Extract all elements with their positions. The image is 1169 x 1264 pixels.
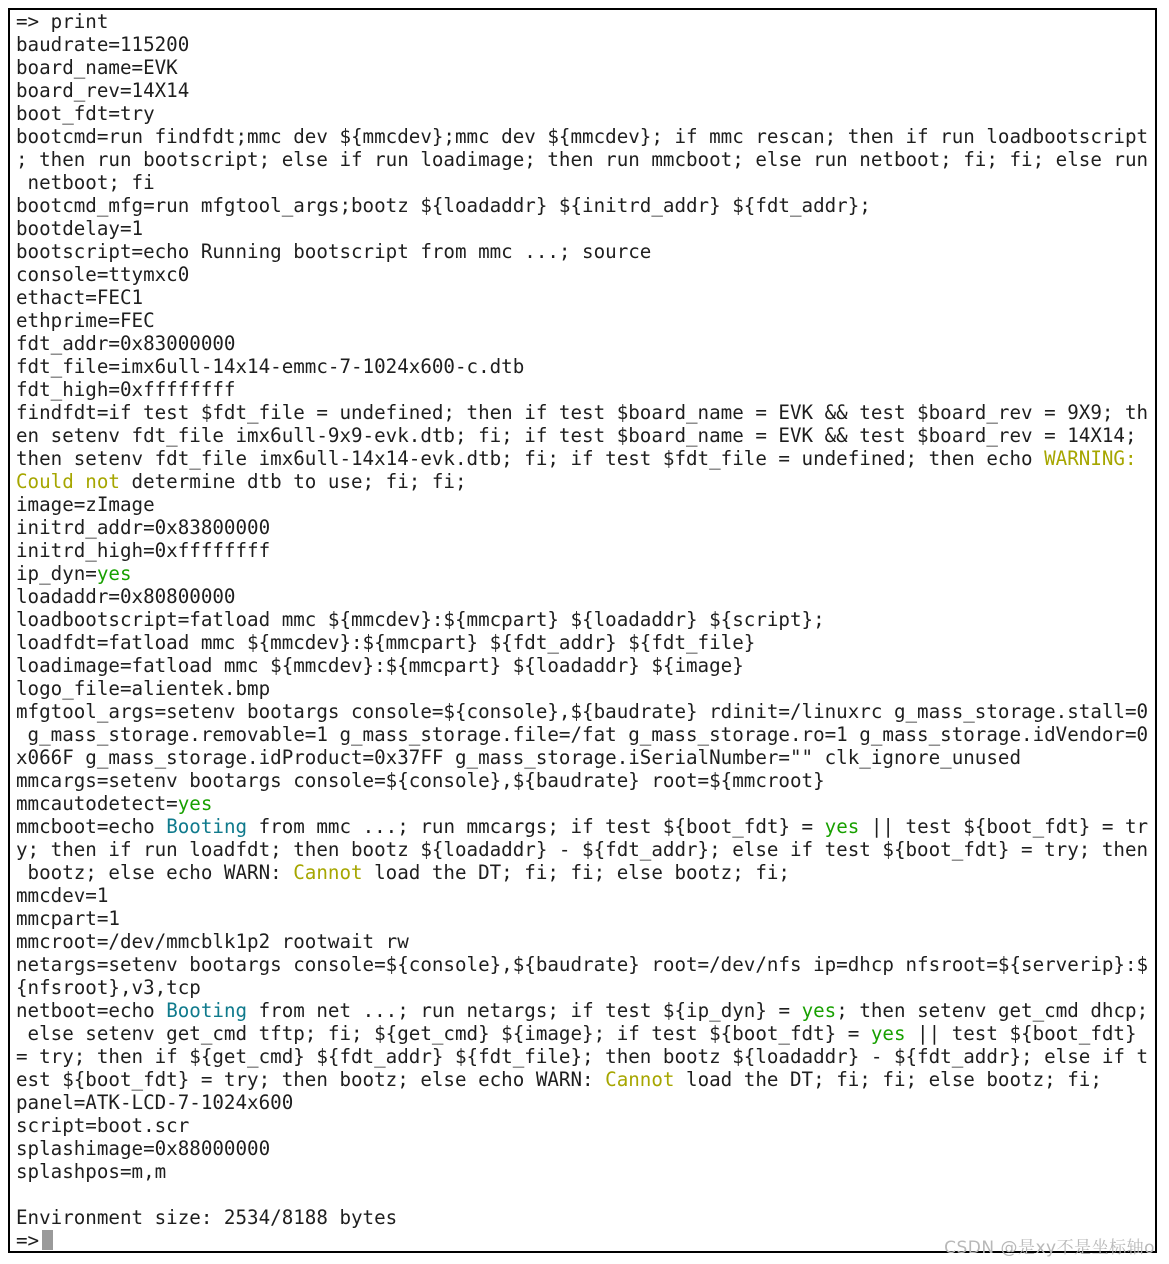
line-text: boot_fdt=try — [16, 102, 155, 125]
terminal-line — [16, 654, 1149, 677]
line-text: bootcmd=run findfdt;mmc dev ${mmcdev};mmc dev ${mmcdev}; if mmc rescan; then if run loadbootscript — [16, 125, 1149, 148]
terminal-line — [16, 930, 1149, 953]
line-text: est ${boot_fdt} = try; then bootz; else echo WARN: — [16, 1068, 606, 1091]
terminal-line — [16, 286, 1149, 309]
line-text: ; then run bootscript; else if run loadimage; then run mmcboot; else run netboot; fi; fi; else run — [16, 148, 1149, 171]
line-text: = try; then if ${get_cmd} ${fdt_addr} ${fdt_file}; then bootz ${loadaddr} - ${fdt_addr}; else if t — [16, 1045, 1149, 1068]
line-text: loadfdt=fatload mmc ${mmcdev}:${mmcpart} ${fdt_addr} ${fdt_file} — [16, 631, 756, 654]
line-text: ; then setenv get_cmd dhcp; — [836, 999, 1149, 1022]
terminal-line — [16, 355, 1149, 378]
terminal-line — [16, 171, 1149, 194]
terminal-line — [16, 79, 1149, 102]
line-text: console=ttymxc0 — [16, 263, 190, 286]
terminal-line — [16, 1137, 1149, 1160]
line-text: => print — [16, 10, 109, 33]
terminal-line — [16, 539, 1149, 562]
terminal-line — [16, 33, 1149, 56]
line-text: ethprime=FEC — [16, 309, 155, 332]
highlighted-text: yes — [824, 815, 860, 838]
terminal-line — [16, 585, 1149, 608]
highlighted-text: WARNING: — [1044, 447, 1137, 470]
terminal-line — [16, 700, 1149, 723]
line-text: board_rev=14X14 — [16, 79, 190, 102]
watermark: CSDN @是xy不是坐标轴o — [944, 1238, 1155, 1258]
line-text: initrd_high=0xffffffff — [16, 539, 271, 562]
line-text: Environment size: 2534/8188 bytes — [16, 1206, 398, 1229]
highlighted-text: Cannot — [293, 861, 363, 884]
line-text: determine dtb to use; fi; fi; — [119, 470, 467, 493]
terminal-line — [16, 1068, 1149, 1091]
terminal-line — [16, 309, 1149, 332]
terminal-line — [16, 677, 1149, 700]
line-text: mmcargs=setenv bootargs console=${console},${baudrate} root=${mmcroot} — [16, 769, 825, 792]
line-text: then setenv fdt_file imx6ull-14x14-evk.dtb; fi; if test $fdt_file = undefined; then echo — [16, 447, 1045, 470]
line-text: else setenv get_cmd tftp; fi; ${get_cmd} ${image}; if test ${boot_fdt} = — [16, 1022, 871, 1045]
terminal-line — [16, 56, 1149, 79]
terminal-line — [16, 516, 1149, 539]
line-text: splashpos=m,m — [16, 1160, 167, 1183]
terminal-line — [16, 907, 1149, 930]
line-text: netboot; fi — [16, 171, 155, 194]
line-text: loadaddr=0x80800000 — [16, 585, 236, 608]
terminal-line — [16, 723, 1149, 746]
terminal-line — [16, 976, 1149, 999]
terminal-line — [16, 1183, 1149, 1206]
line-text: from mmc ...; run mmcargs; if test ${boot_fdt} = — [247, 815, 825, 838]
terminal-line — [16, 194, 1149, 217]
line-text: y; then if run loadfdt; then bootz ${loadaddr} - ${fdt_addr}; else if test ${boot_fdt} = try; then — [16, 838, 1149, 861]
terminal-line — [16, 562, 1149, 585]
terminal-line — [16, 125, 1149, 148]
terminal-line — [16, 447, 1149, 470]
line-text: bootscript=echo Running bootscript from mmc ...; source — [16, 240, 652, 263]
terminal-line — [16, 815, 1149, 838]
terminal-line — [16, 608, 1149, 631]
highlighted-text: Booting — [166, 999, 248, 1022]
terminal-line — [16, 148, 1149, 171]
line-text: initrd_addr=0x83800000 — [16, 516, 271, 539]
highlighted-text: Booting — [166, 815, 248, 838]
highlighted-text: yes — [96, 562, 132, 585]
terminal-line — [16, 332, 1149, 355]
line-text: fdt_addr=0x83000000 — [16, 332, 236, 355]
line-text: fdt_file=imx6ull-14x14-emmc-7-1024x600-c.dtb — [16, 355, 525, 378]
terminal-line — [16, 102, 1149, 125]
terminal-window[interactable] — [8, 8, 1157, 1253]
line-text: from net ...; run netargs; if test ${ip_dyn} = — [247, 999, 802, 1022]
line-text: g_mass_storage.removable=1 g_mass_storage.file=/fat g_mass_storage.ro=1 g_mass_storage.idVendor=0 — [16, 723, 1149, 746]
line-text: || test ${boot_fdt} — [905, 1022, 1137, 1045]
line-text: netboot=echo — [16, 999, 167, 1022]
terminal-line — [16, 217, 1149, 240]
terminal-line — [16, 953, 1149, 976]
line-text: x066F g_mass_storage.idProduct=0x37FF g_mass_storage.iSerialNumber="" clk_ignore_unused — [16, 746, 1022, 769]
terminal-line — [16, 838, 1149, 861]
terminal-line — [16, 1160, 1149, 1183]
line-text: load the DT; fi; fi; else bootz; fi; — [362, 861, 790, 884]
line-text: ip_dyn= — [16, 562, 97, 585]
terminal-output — [16, 10, 1149, 1252]
highlighted-text: Cannot — [605, 1068, 675, 1091]
highlighted-text: Could not — [16, 470, 120, 493]
highlighted-text: yes — [801, 999, 837, 1022]
highlighted-text: yes — [870, 1022, 906, 1045]
prompt: => — [16, 1229, 40, 1252]
terminal-line — [16, 631, 1149, 654]
terminal-line — [16, 401, 1149, 424]
terminal-line — [16, 470, 1149, 493]
terminal-line — [16, 10, 1149, 33]
line-text: mmcautodetect= — [16, 792, 178, 815]
terminal-line — [16, 1114, 1149, 1137]
line-text: mmcpart=1 — [16, 907, 120, 930]
line-text: board_name=EVK — [16, 56, 178, 79]
line-text: ethact=FEC1 — [16, 286, 144, 309]
terminal-line — [16, 999, 1149, 1022]
line-text: baudrate=115200 — [16, 33, 190, 56]
line-text: fdt_high=0xffffffff — [16, 378, 236, 401]
line-text: || test ${boot_fdt} = tr — [859, 815, 1149, 838]
line-text: loadbootscript=fatload mmc ${mmcdev}:${mmcpart} ${loadaddr} ${script}; — [16, 608, 825, 631]
highlighted-text: yes — [177, 792, 213, 815]
terminal-line — [16, 1045, 1149, 1068]
terminal-line — [16, 263, 1149, 286]
line-text: bootz; else echo WARN: — [16, 861, 294, 884]
line-text: loadimage=fatload mmc ${mmcdev}:${mmcpart} ${loadaddr} ${image} — [16, 654, 744, 677]
terminal-line — [16, 746, 1149, 769]
line-text: mmcboot=echo — [16, 815, 167, 838]
terminal-line — [16, 493, 1149, 516]
line-text: mmcroot=/dev/mmcblk1p2 rootwait rw — [16, 930, 409, 953]
terminal-line — [16, 884, 1149, 907]
line-text: load the DT; fi; fi; else bootz; fi; — [674, 1068, 1102, 1091]
line-text: image=zImage — [16, 493, 155, 516]
terminal-line — [16, 792, 1149, 815]
terminal-line — [16, 861, 1149, 884]
line-text: {nfsroot},v3,tcp — [16, 976, 201, 999]
terminal-line — [16, 1091, 1149, 1114]
line-text: panel=ATK-LCD-7-1024x600 — [16, 1091, 294, 1114]
terminal-line — [16, 240, 1149, 263]
terminal-line — [16, 1022, 1149, 1045]
line-text: en setenv fdt_file imx6ull-9x9-evk.dtb; fi; if test $board_name = EVK && test $board_rev = 14X14; — [16, 424, 1137, 447]
line-text: findfdt=if test $fdt_file = undefined; then if test $board_name = EVK && test $board_rev = 9X9; th — [16, 401, 1149, 424]
line-text: bootcmd_mfg=run mfgtool_args;bootz ${loadaddr} ${initrd_addr} ${fdt_addr}; — [16, 194, 871, 217]
line-text: netargs=setenv bootargs console=${console},${baudrate} root=/dev/nfs ip=dhcp nfsroot=${serverip}:$ — [16, 953, 1149, 976]
cursor-block — [42, 1230, 53, 1250]
line-text: mfgtool_args=setenv bootargs console=${console},${baudrate} rdinit=/linuxrc g_mass_storage.stall=0 — [16, 700, 1149, 723]
line-text: mmcdev=1 — [16, 884, 109, 907]
terminal-line — [16, 769, 1149, 792]
line-text: script=boot.scr — [16, 1114, 190, 1137]
terminal-line — [16, 378, 1149, 401]
terminal-line — [16, 1206, 1149, 1229]
line-text: bootdelay=1 — [16, 217, 144, 240]
line-text: logo_file=alientek.bmp — [16, 677, 271, 700]
line-text: splashimage=0x88000000 — [16, 1137, 271, 1160]
terminal-line — [16, 424, 1149, 447]
